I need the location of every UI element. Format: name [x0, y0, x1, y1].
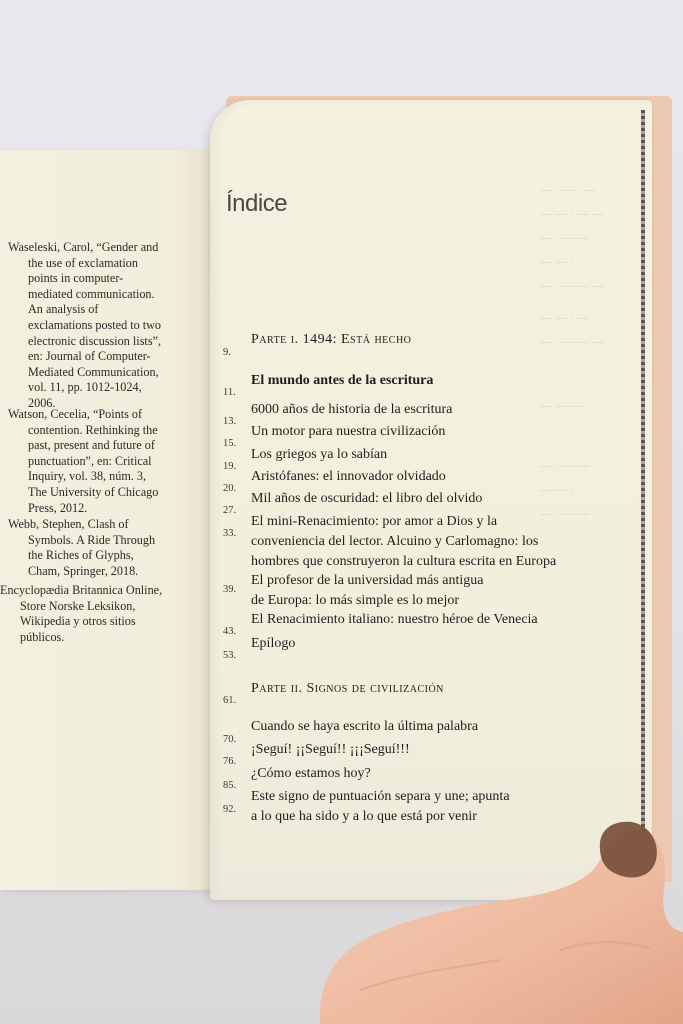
bib-line: 2006. [28, 395, 56, 410]
bib-line: Press, 2012. [28, 500, 88, 515]
toc-page-number: 76. [223, 756, 237, 767]
toc-chapter-title: Aristófanes: el innovador olvidado [251, 469, 446, 484]
toc-title-line: Este signo de puntuación separa y une; apunta [251, 789, 510, 804]
bib-line: mediated communication. [28, 286, 155, 301]
toc-chapter-title: 6000 años de historia de la escritura [251, 402, 453, 417]
toc-part-title: Parte i. 1494: Está hecho [251, 332, 412, 347]
bib-line: Webb, Stephen, Clash of [8, 517, 129, 531]
toc-chapter-title: Cuando se haya escrito la última palabra [251, 719, 479, 734]
bib-line: vol. 11, pp. 1012-1024, [28, 380, 142, 395]
toc-chapter-title: ¿Cómo estamos hoy? [251, 766, 371, 781]
bib-line: points in computer- [28, 271, 124, 286]
toc-page-number: 13. [223, 416, 237, 427]
toc-chapter-title: Los griegos ya lo sabían [251, 447, 388, 462]
bib-line: electronic discussion lists”, [28, 333, 162, 348]
bib-line: The University of Chicago [28, 484, 159, 499]
toc-page-number: 92. [223, 804, 237, 815]
bib-line: Inquiry, vol. 38, núm. 3, [28, 469, 147, 484]
bib-line: en: Journal of Computer- [28, 349, 151, 364]
bib-line: Wikipedia y otros sitios [20, 614, 136, 629]
bib-line: contention. Rethinking the [28, 422, 158, 437]
toc-page-number: 15. [223, 438, 237, 449]
toc-chapter-title: Mil años de oscuridad: el libro del olvido [251, 491, 483, 506]
bib-line: Symbols. A Ride Through [28, 532, 156, 547]
bib-line: Waseleski, Carol, “Gender and [8, 240, 159, 254]
bib-line: Cham, Springer, 2018. [28, 563, 139, 578]
toc-title-line: de Europa: lo más simple es lo mejor [251, 593, 460, 608]
bib-line: punctuation”, en: Critical [28, 453, 152, 468]
toc-page-number: 53. [223, 650, 237, 661]
bib-line: públicos. [20, 629, 65, 644]
bib-line: past, present and future of [28, 438, 155, 453]
bib-line: Mediated Communication, [28, 364, 159, 379]
toc-part-title: Parte ii. Signos de civilización [251, 681, 444, 696]
toc-title-line: hombres que construyeron la cultura escrita en Europa [251, 554, 557, 569]
toc-title-line: El profesor de la universidad más antigua [251, 573, 484, 588]
index-heading: Índice [226, 190, 288, 217]
toc-chapter-title: El Renacimiento italiano: nuestro héroe de Venecia [251, 612, 538, 627]
toc-page-number: 61. [223, 695, 237, 706]
toc-page-number: 39. [223, 584, 237, 595]
toc-title-line: El mini-Renacimiento: por amor a Dios y la [251, 514, 498, 529]
toc-title-line: a lo que ha sido y a lo que está por venir [251, 809, 477, 824]
toc-chapter-title: El mundo antes de la escritura [251, 373, 434, 388]
bib-line: Encyclopædia Britannica Online, [0, 583, 163, 597]
toc-page-number: 9. [223, 347, 231, 358]
toc-chapter-title: ¡Seguí! ¡¡Seguí!! ¡¡¡Seguí!!! [251, 742, 410, 757]
bib-line: the Riches of Glyphs, [28, 548, 134, 563]
toc-page-number: 27. [223, 505, 237, 516]
toc-page-number: 20. [223, 483, 237, 494]
toc-page-number: 19. [223, 461, 237, 472]
photo-scene: Waseleski, Carol, “Gender and the use of exclamation points in computer- mediated communication. An analysis of exclamations posted to two electronic discussion lists”, en: Journal of Computer- Mediated Communication, vol. 11, pp. 1012-1024, 2006. Watson, Cecelia, “Points of contention. Rethinking the past, present and future of punctuation”, en: Critical Inquiry, vol. 38, núm. 3, The University of Chicago Press, 2012. Webb, Stephen, Clash of Symbols. A Ride Through the Riches of Glyphs, Cham, Springer, 2018. Encyclopædia Britannica Online, Store Norske Leksikon, Wikipedia y otros sitios públicos. — · — · — — — · — — — · — — · — — · — · — — — · — — · — — · — — — — — — · — · — — — — · — · — — · Índice 9. Parte i. 1494: Está hecho 11. El mundo antes de la escritura 13. 6000 años de historia de la escritura 15. Un motor para nuestra civilización 19. Los griegos ya lo sabían 20. Aristófanes: el innovador olvidado 27. Mil años de oscuridad: el libro del olvido 33. El mini-Renacimiento: por amor a Dios y la conveniencia del lector. Alcuino y Carlomagno: los hombres que construyeron la cultura escrita en Europa 39. El profesor de la universidad más antigua de Europa: lo más simple es lo mejor 43. El Renacimiento italiano: nuestro héroe de Venecia 53. Epílogo 61. Parte ii. Signos de civilización 70. Cuando se haya escrito la última palabra 76. ¡Seguí! ¡¡Seguí!! ¡¡¡Seguí!!! 85. ¿Cómo estamos hoy? 92. Este signo de puntuación separa y une; apunta a lo que ha sido y a lo que está por venir [0, 0, 683, 1024]
bib-line: the use of exclamation [28, 255, 138, 270]
toc-title-line: conveniencia del lector. Alcuino y Carlomagno: los [251, 534, 539, 549]
toc-page-number: 11. [223, 387, 236, 398]
bib-line: Watson, Cecelia, “Points of [8, 407, 143, 421]
bib-line: An analysis of [28, 302, 99, 317]
bib-line: Store Norske Leksikon, [20, 598, 136, 613]
toc-page-number: 33. [223, 528, 237, 539]
toc-page-number: 85. [223, 780, 237, 791]
toc-chapter-title: Epílogo [251, 636, 296, 651]
toc-chapter-title: Un motor para nuestra civilización [251, 424, 446, 439]
bib-line: exclamations posted to two [28, 317, 162, 332]
toc-page-number: 43. [223, 626, 237, 637]
toc-page-number: 70. [223, 734, 237, 745]
